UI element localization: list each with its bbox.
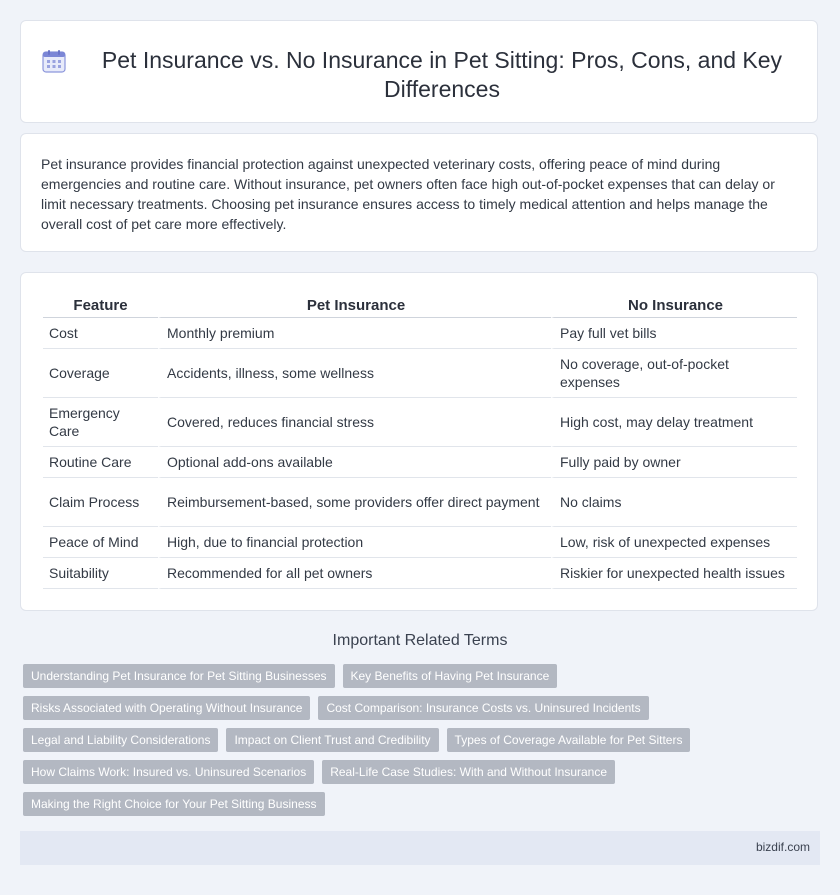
tag-row: [23, 696, 803, 720]
related-term-tag[interactable]: Understanding Pet Insurance for Pet Sitting Businesses: [23, 664, 335, 688]
related-term-tag[interactable]: Types of Coverage Available for Pet Sitters: [447, 728, 691, 752]
feature-cell: Cost: [43, 318, 158, 349]
comparison-card: [20, 272, 818, 611]
table-row: [43, 318, 797, 349]
no-insurance-cell: Riskier for unexpected health issues: [551, 558, 797, 589]
site-link[interactable]: bizdif.com: [755, 840, 810, 854]
table-row: [43, 478, 797, 527]
feature-cell: Routine Care: [43, 447, 158, 478]
pet-insurance-cell: Optional add-ons available: [158, 447, 551, 478]
related-term-tag[interactable]: Legal and Liability Considerations: [23, 728, 218, 752]
related-terms-heading: Important Related Terms: [332, 632, 508, 649]
tag-row: [23, 728, 803, 752]
table-row: [43, 447, 797, 478]
no-insurance-cell: No claims: [551, 478, 797, 527]
related-term-tag[interactable]: Impact on Client Trust and Credibility: [226, 728, 438, 752]
no-insurance-cell: No coverage, out-of-pocket expenses: [551, 349, 797, 398]
feature-cell: Suitability: [43, 558, 158, 589]
related-terms-list: [23, 664, 803, 824]
table-row: [43, 558, 797, 589]
pet-insurance-cell: Accidents, illness, some wellness: [158, 349, 551, 398]
feature-cell: Claim Process: [43, 478, 158, 527]
no-insurance-cell: High cost, may delay treatment: [551, 398, 797, 447]
related-term-tag[interactable]: Risks Associated with Operating Without Insurance: [23, 696, 310, 720]
title-row: [21, 21, 817, 104]
related-term-tag[interactable]: Real-Life Case Studies: With and Without Insurance: [322, 760, 615, 784]
tag-row: [23, 760, 803, 784]
table-row: [43, 398, 797, 447]
related-term-tag[interactable]: How Claims Work: Insured vs. Uninsured Scenarios: [23, 760, 314, 784]
intro-paragraph: Pet insurance provides financial protection against unexpected veterinary costs, offering peace of mind during emergencies and routine care. Without insurance, pet owners often face high out-of-pocket expenses that can delay or limit necessary treatments. Choosing pet insurance ensures access to timely medical attention and helps manage the overall cost of pet care more effectively.: [41, 156, 775, 232]
no-insurance-cell: Pay full vet bills: [551, 318, 797, 349]
table-row: [43, 349, 797, 398]
pet-insurance-cell: Reimbursement-based, some providers offer direct payment: [158, 478, 551, 527]
pet-insurance-cell: Recommended for all pet owners: [158, 558, 551, 589]
related-term-tag[interactable]: Making the Right Choice for Your Pet Sitting Business: [23, 792, 325, 816]
feature-cell: Peace of Mind: [43, 527, 158, 558]
related-term-tag[interactable]: Cost Comparison: Insurance Costs vs. Uninsured Incidents: [318, 696, 648, 720]
pet-insurance-cell: Monthly premium: [158, 318, 551, 349]
pet-insurance-cell: High, due to financial protection: [158, 527, 551, 558]
intro-card: [20, 133, 818, 252]
column-header-no-insurance: No Insurance: [551, 293, 797, 318]
page-title: Pet Insurance vs. No Insurance in Pet Sitting: Pros, Cons, and Key Differences: [101, 47, 783, 102]
no-insurance-cell: Low, risk of unexpected expenses: [551, 527, 797, 558]
table-header-row: [43, 293, 797, 318]
tag-row: [23, 664, 803, 688]
table-row: [43, 527, 797, 558]
footer: [20, 831, 820, 865]
column-header-feature: Feature: [43, 293, 158, 318]
title-card: [20, 20, 818, 123]
calendar-icon: [41, 48, 67, 74]
feature-cell: Emergency Care: [43, 398, 158, 447]
pet-insurance-cell: Covered, reduces financial stress: [158, 398, 551, 447]
column-header-pet-insurance: Pet Insurance: [158, 293, 551, 318]
feature-cell: Coverage: [43, 349, 158, 398]
comparison-table: [43, 293, 797, 589]
no-insurance-cell: Fully paid by owner: [551, 447, 797, 478]
related-term-tag[interactable]: Key Benefits of Having Pet Insurance: [343, 664, 558, 688]
tag-row: [23, 792, 803, 816]
